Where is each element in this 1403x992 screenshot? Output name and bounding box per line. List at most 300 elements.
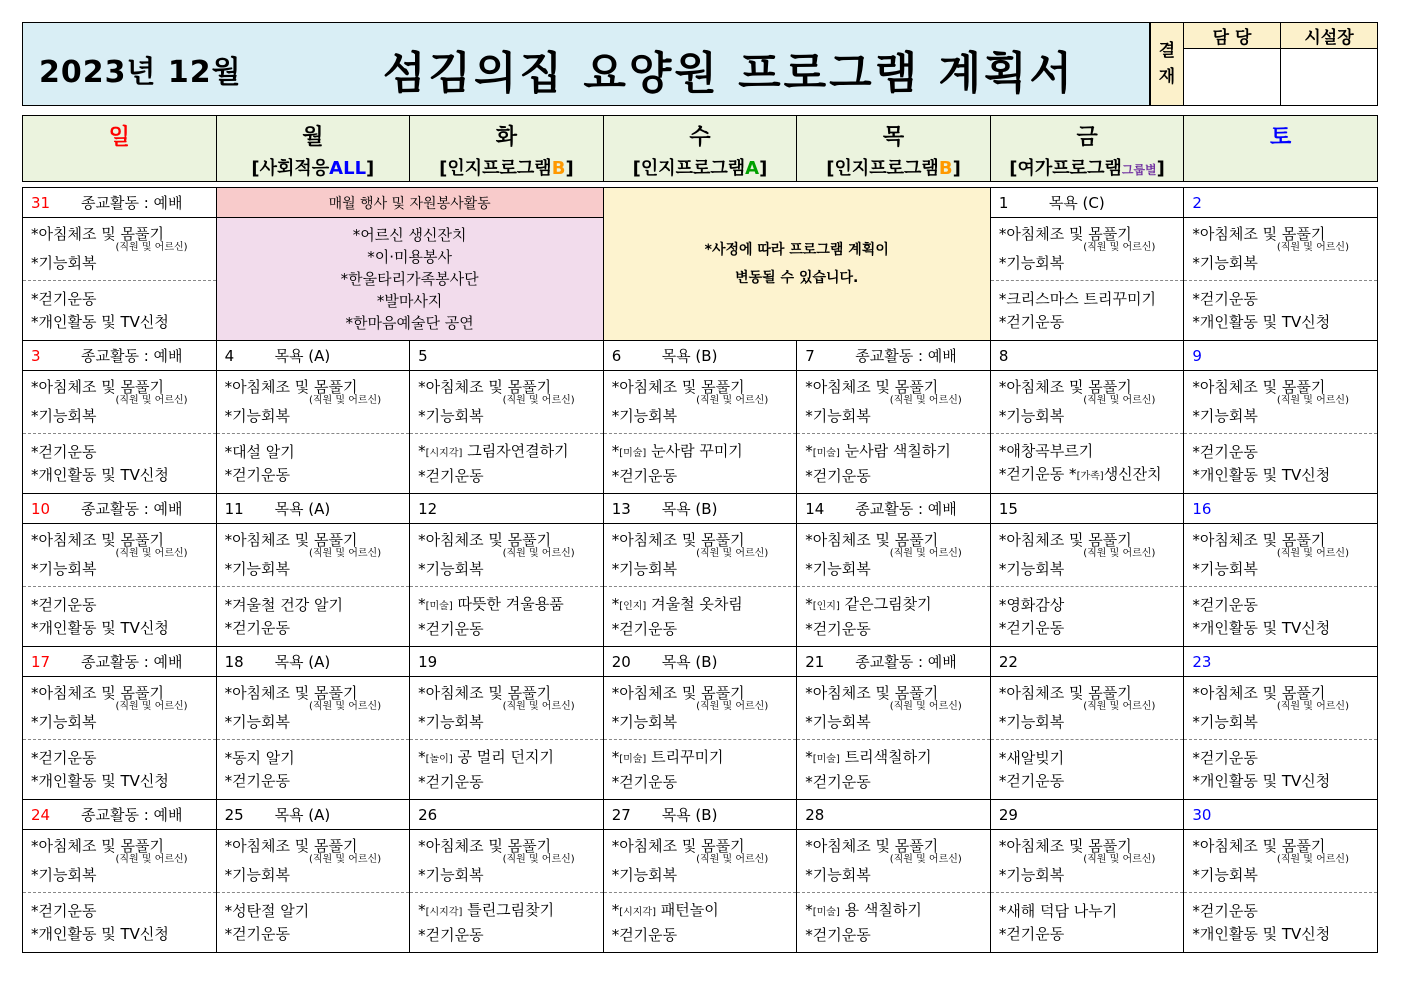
day-program bbox=[603, 893, 797, 953]
day-number: 4 bbox=[224, 347, 235, 365]
week-routine-row bbox=[23, 524, 1378, 587]
day-header bbox=[1184, 800, 1378, 830]
program-accent: ALL bbox=[329, 158, 367, 179]
program-text: *걷기운동 bbox=[1192, 595, 1258, 614]
approval-director-header: 시설장 bbox=[1281, 23, 1378, 49]
program-text: *걷기운동 bbox=[611, 619, 678, 638]
day-header bbox=[1184, 647, 1378, 677]
day-number: 19 bbox=[418, 652, 438, 671]
program-line-1: *[시지각] 틀린그림찾기 bbox=[418, 900, 555, 919]
day-header bbox=[410, 494, 604, 524]
program-line-1 bbox=[1192, 441, 1377, 464]
monthly-event-list bbox=[216, 218, 603, 341]
program-line-2 bbox=[805, 618, 990, 641]
day-program bbox=[216, 587, 410, 647]
day-title: 목욕 (B) bbox=[661, 500, 718, 518]
routine-note: (직원 및 어르신) bbox=[115, 854, 188, 865]
routine-note: (직원 및 어르신) bbox=[1276, 701, 1349, 712]
day-program bbox=[797, 587, 991, 647]
day-header bbox=[990, 494, 1184, 524]
day-routine bbox=[1184, 218, 1378, 281]
day-routine bbox=[990, 677, 1184, 740]
program-line-2 bbox=[418, 924, 603, 947]
program-line-2 bbox=[999, 311, 1184, 334]
program-suffix: ] bbox=[1156, 158, 1165, 179]
routine-rehab: *기능회복 bbox=[805, 560, 871, 578]
program-line-1 bbox=[1192, 594, 1377, 617]
routine-note: (직원 및 어르신) bbox=[1276, 395, 1349, 406]
program-text: *걷기운동 bbox=[998, 312, 1065, 331]
program-text: *개인활동 및 TV신청 bbox=[1192, 771, 1331, 790]
program-text: *걷기운동 bbox=[418, 619, 484, 638]
program-line-2 bbox=[805, 924, 990, 947]
program-tag: [미술] bbox=[619, 447, 647, 459]
week-date-row bbox=[23, 800, 1378, 830]
routine-rehab: *기능회복 bbox=[611, 407, 678, 425]
day-program bbox=[603, 587, 797, 647]
weekday-program bbox=[218, 154, 409, 180]
routine-exercise: *아침체조 및 몸풀기 bbox=[805, 531, 939, 549]
routine-exercise: *아침체조 및 몸풀기 bbox=[31, 531, 164, 549]
program-accent: A bbox=[745, 158, 760, 179]
weekday-col-2 bbox=[410, 116, 604, 182]
day-routine bbox=[990, 524, 1184, 587]
day-program bbox=[23, 587, 217, 647]
day-title: 종교활동 : 예배 bbox=[855, 653, 957, 671]
routine-rehab: *기능회복 bbox=[31, 254, 97, 272]
program-tag: [인지] bbox=[812, 600, 840, 612]
program-text: 같은그림찾기 bbox=[844, 594, 932, 613]
routine-exercise: *아침체조 및 몸풀기 bbox=[418, 378, 552, 396]
day-title: 목욕 (A) bbox=[274, 806, 331, 824]
program-line-2 bbox=[612, 618, 797, 641]
program-line-1: *[인지] 같은그림찾기 bbox=[805, 594, 932, 613]
program-tag: [인지] bbox=[619, 600, 647, 612]
routine-rehab: *기능회복 bbox=[998, 866, 1065, 884]
day-number: 8 bbox=[998, 346, 1009, 365]
program-text: *새해 덕담 나누기 bbox=[998, 901, 1118, 920]
event-item: *한마음예술단 공연 bbox=[345, 314, 474, 332]
routine-note: (직원 및 어르신) bbox=[309, 548, 382, 559]
week-routine-row bbox=[23, 830, 1378, 893]
program-text: *개인활동 및 TV신청 bbox=[1192, 618, 1331, 637]
program-line-1 bbox=[225, 900, 410, 923]
week-routine-row bbox=[23, 371, 1378, 434]
weekday-name: 화 bbox=[495, 125, 518, 150]
routine-exercise: *아침체조 및 몸풀기 bbox=[611, 684, 745, 702]
approval-staff-sign bbox=[1184, 49, 1281, 106]
routine-note: (직원 및 어르신) bbox=[1083, 548, 1156, 559]
routine-exercise: *아침체조 및 몸풀기 bbox=[998, 225, 1132, 243]
program-text: *걷기운동 bbox=[31, 748, 97, 767]
program-line-2 bbox=[999, 770, 1184, 793]
day-header bbox=[797, 494, 991, 524]
routine-note: (직원 및 어르신) bbox=[889, 395, 962, 406]
weekday-col-6 bbox=[1184, 116, 1378, 182]
weekday-program bbox=[605, 154, 796, 180]
weekday-program bbox=[798, 154, 989, 180]
title-banner bbox=[22, 22, 1150, 106]
day-routine bbox=[410, 677, 604, 740]
day-header bbox=[797, 647, 991, 677]
program-text: *개인활동 및 TV신청 bbox=[1192, 312, 1331, 331]
routine-rehab: *기능회복 bbox=[1192, 866, 1258, 884]
program-text: *걷기운동 bbox=[31, 595, 97, 614]
routine-note: (직원 및 어르신) bbox=[502, 701, 575, 712]
program-label: [인지프로그램 bbox=[632, 158, 746, 179]
program-text: *걷기운동 bbox=[611, 925, 678, 944]
program-text: *걷기운동 bbox=[805, 466, 871, 485]
day-header bbox=[410, 647, 604, 677]
day-number: 16 bbox=[1192, 499, 1212, 518]
day-program bbox=[23, 434, 217, 494]
program-line-1 bbox=[1192, 900, 1377, 923]
day-header bbox=[216, 647, 410, 677]
program-text: *걷기운동 bbox=[998, 924, 1065, 943]
program-text: *걷기운동 bbox=[611, 772, 678, 791]
program-line-1: *[미술] 트리꾸미기 bbox=[611, 747, 724, 766]
day-title: 목욕 (A) bbox=[274, 500, 331, 518]
program-line-2 bbox=[1192, 464, 1377, 487]
day-program bbox=[216, 434, 410, 494]
program-text: *걷기운동 bbox=[31, 442, 97, 461]
day-program bbox=[797, 740, 991, 800]
day-program bbox=[1184, 587, 1378, 647]
program-tag: [놀이] bbox=[425, 753, 453, 765]
day-routine bbox=[410, 371, 604, 434]
day-program bbox=[990, 434, 1184, 494]
week-date-row bbox=[23, 188, 1378, 218]
routine-note: (직원 및 어르신) bbox=[1083, 395, 1156, 406]
program-text: 트리색칠하기 bbox=[844, 747, 932, 766]
program-line-2 bbox=[1192, 311, 1377, 334]
routine-note: (직원 및 어르신) bbox=[696, 548, 769, 559]
program-text: *걷기운동 bbox=[224, 771, 291, 790]
routine-rehab: *기능회복 bbox=[31, 560, 97, 578]
program-text: 틀린그림찾기 bbox=[467, 900, 555, 919]
year-month: 2023년 12월 bbox=[39, 55, 242, 90]
weekday-program bbox=[992, 154, 1183, 180]
day-header bbox=[216, 341, 410, 371]
event-item: *발마사지 bbox=[376, 292, 443, 310]
program-label: [사회적응 bbox=[251, 158, 330, 179]
routine-note: (직원 및 어르신) bbox=[696, 854, 769, 865]
routine-exercise: *아침체조 및 몸풀기 bbox=[998, 378, 1132, 396]
day-routine bbox=[603, 830, 797, 893]
day-program bbox=[410, 893, 604, 953]
routine-exercise: *아침체조 및 몸풀기 bbox=[418, 837, 552, 855]
day-header bbox=[990, 341, 1184, 371]
program-label: [인지프로그램 bbox=[826, 158, 939, 179]
day-title: 목욕 (B) bbox=[661, 347, 718, 365]
routine-exercise: *아침체조 및 몸풀기 bbox=[998, 837, 1132, 855]
routine-note: (직원 및 어르신) bbox=[889, 548, 962, 559]
routine-exercise: *아침체조 및 몸풀기 bbox=[224, 684, 358, 702]
day-header bbox=[603, 494, 797, 524]
day-header bbox=[1184, 494, 1378, 524]
day-title: 종교활동 : 예배 bbox=[855, 500, 957, 518]
program-line-1 bbox=[225, 594, 410, 617]
routine-note: (직원 및 어르신) bbox=[309, 854, 382, 865]
program-text: *걷기운동 bbox=[418, 772, 484, 791]
program-line-1 bbox=[225, 747, 410, 770]
routine-exercise: *아침체조 및 몸풀기 bbox=[31, 684, 164, 702]
day-number: 14 bbox=[805, 500, 825, 518]
program-text: 따뜻한 겨울용품 bbox=[457, 594, 564, 613]
routine-rehab: *기능회복 bbox=[418, 560, 484, 578]
day-program bbox=[990, 740, 1184, 800]
routine-exercise: *아침체조 및 몸풀기 bbox=[224, 378, 358, 396]
routine-note: (직원 및 어르신) bbox=[1276, 548, 1349, 559]
day-header bbox=[603, 800, 797, 830]
program-line-2 bbox=[612, 465, 797, 488]
program-text: *개인활동 및 TV신청 bbox=[31, 618, 169, 637]
routine-note: (직원 및 어르신) bbox=[696, 395, 769, 406]
week-routine-row bbox=[23, 677, 1378, 740]
program-line-1: *[시지각] 패턴놀이 bbox=[611, 900, 719, 919]
program-line-1 bbox=[999, 440, 1184, 463]
day-routine bbox=[23, 524, 217, 587]
day-routine bbox=[1184, 677, 1378, 740]
routine-note: (직원 및 어르신) bbox=[309, 701, 382, 712]
day-header bbox=[990, 188, 1184, 218]
routine-exercise: *아침체조 및 몸풀기 bbox=[998, 684, 1132, 702]
program-line-2 bbox=[1192, 770, 1377, 793]
day-header bbox=[990, 800, 1184, 830]
program-suffix: ] bbox=[565, 158, 574, 179]
routine-note: (직원 및 어르신) bbox=[1083, 242, 1156, 253]
program-text: 트리꾸미기 bbox=[651, 747, 724, 766]
day-number: 2 bbox=[1192, 193, 1202, 212]
program-text: 눈사람 색칠하기 bbox=[844, 441, 951, 460]
day-number: 3 bbox=[31, 347, 41, 365]
day-number: 25 bbox=[224, 806, 244, 824]
program-text: *크리스마스 트리꾸미기 bbox=[998, 289, 1156, 308]
routine-rehab: *기능회복 bbox=[1192, 560, 1258, 578]
program-line-2 bbox=[225, 923, 410, 946]
routine-exercise: *아침체조 및 몸풀기 bbox=[611, 837, 745, 855]
week-program-row bbox=[23, 587, 1378, 647]
program-text: *동지 알기 bbox=[224, 748, 295, 767]
routine-exercise: *아침체조 및 몸풀기 bbox=[31, 378, 164, 396]
day-program bbox=[1184, 740, 1378, 800]
program-line-1 bbox=[225, 441, 410, 464]
routine-note: (직원 및 어르신) bbox=[1276, 242, 1349, 253]
program-line-1 bbox=[999, 747, 1184, 770]
program-text: *겨울철 건강 알기 bbox=[224, 595, 344, 614]
routine-rehab: *기능회복 bbox=[805, 713, 871, 731]
day-header bbox=[410, 341, 604, 371]
program-line-2 bbox=[999, 923, 1184, 946]
program-line-2 bbox=[225, 617, 410, 640]
day-title: 종교활동 : 예배 bbox=[81, 653, 183, 671]
day-program bbox=[990, 281, 1184, 341]
program-line-2 bbox=[418, 465, 603, 488]
program-text: *개인활동 및 TV신청 bbox=[31, 312, 169, 331]
routine-rehab: *기능회복 bbox=[1192, 713, 1258, 731]
program-text: *영화감상 bbox=[998, 595, 1065, 614]
routine-note: (직원 및 어르신) bbox=[1083, 854, 1156, 865]
program-text: *개인활동 및 TV신청 bbox=[1192, 465, 1331, 484]
day-program bbox=[216, 893, 410, 953]
routine-note: (직원 및 어르신) bbox=[889, 701, 962, 712]
program-line-2 bbox=[612, 771, 797, 794]
routine-exercise: *아침체조 및 몸풀기 bbox=[1192, 837, 1326, 855]
program-line-1 bbox=[999, 594, 1184, 617]
routine-note: (직원 및 어르신) bbox=[1276, 854, 1349, 865]
weekday-col-0 bbox=[23, 116, 217, 182]
program-text: *걷기운동 bbox=[1192, 289, 1258, 308]
program-text: 패턴놀이 bbox=[660, 900, 719, 919]
program-text: 생신잔치 bbox=[1103, 464, 1162, 483]
program-text: *걷기운동 bbox=[224, 924, 291, 943]
day-header bbox=[990, 647, 1184, 677]
day-title: 종교활동 : 예배 bbox=[855, 347, 957, 365]
day-title: 종교활동 : 예배 bbox=[81, 806, 183, 824]
day-header bbox=[1184, 188, 1378, 218]
day-program bbox=[797, 434, 991, 494]
routine-note: (직원 및 어르신) bbox=[502, 854, 575, 865]
program-text: *걷기운동 bbox=[224, 618, 291, 637]
schedule-notice bbox=[603, 188, 990, 341]
event-item: *어르신 생신잔치 bbox=[352, 226, 467, 244]
day-header bbox=[797, 341, 991, 371]
program-text: *걷기운동 bbox=[998, 464, 1065, 483]
day-title: 종교활동 : 예배 bbox=[81, 500, 183, 518]
routine-rehab: *기능회복 bbox=[998, 407, 1065, 425]
program-text: *새알빚기 bbox=[998, 748, 1065, 767]
routine-exercise: *아침체조 및 몸풀기 bbox=[224, 837, 358, 855]
program-line-2 bbox=[31, 617, 216, 640]
week-date-row bbox=[23, 494, 1378, 524]
routine-rehab: *기능회복 bbox=[418, 866, 484, 884]
day-routine bbox=[410, 830, 604, 893]
program-line-2 bbox=[225, 770, 410, 793]
program-text: 공 멀리 던지기 bbox=[457, 747, 555, 766]
day-program bbox=[603, 434, 797, 494]
day-program bbox=[797, 893, 991, 953]
program-label: [인지프로그램 bbox=[439, 158, 552, 179]
calendar-grid bbox=[22, 187, 1378, 953]
routine-rehab: *기능회복 bbox=[224, 713, 291, 731]
day-number: 31 bbox=[31, 194, 51, 212]
day-number: 6 bbox=[611, 347, 622, 365]
approval-box bbox=[1150, 22, 1378, 106]
day-routine bbox=[1184, 830, 1378, 893]
routine-exercise: *아침체조 및 몸풀기 bbox=[611, 531, 745, 549]
day-number: 20 bbox=[611, 653, 631, 671]
day-routine bbox=[990, 371, 1184, 434]
day-routine bbox=[216, 830, 410, 893]
day-routine bbox=[23, 677, 217, 740]
routine-exercise: *아침체조 및 몸풀기 bbox=[31, 837, 164, 855]
day-number: 22 bbox=[998, 652, 1018, 671]
notice-line: 변동될 수 있습니다. bbox=[735, 270, 859, 286]
day-routine bbox=[23, 371, 217, 434]
program-accent: 그룹별 bbox=[1121, 163, 1157, 177]
program-text: *걷기운동 bbox=[805, 772, 871, 791]
program-tag: [시지각] bbox=[619, 906, 656, 918]
routine-exercise: *아침체조 및 몸풀기 bbox=[1192, 531, 1326, 549]
program-text: *걷기운동 bbox=[805, 619, 871, 638]
day-number: 12 bbox=[418, 499, 438, 518]
day-title: 목욕 (B) bbox=[661, 806, 718, 824]
weekday-header bbox=[22, 115, 1378, 182]
program-accent: B bbox=[551, 158, 566, 179]
routine-rehab: *기능회복 bbox=[1192, 407, 1258, 425]
day-header bbox=[1184, 341, 1378, 371]
program-line-2 bbox=[31, 770, 216, 793]
program-line-1 bbox=[1192, 288, 1377, 311]
weekday-col-1 bbox=[216, 116, 410, 182]
program-tag: [시지각] bbox=[425, 906, 463, 918]
event-item: *이·미용봉사 bbox=[367, 248, 452, 266]
routine-exercise: *아침체조 및 몸풀기 bbox=[998, 531, 1132, 549]
routine-note: (직원 및 어르신) bbox=[115, 395, 188, 406]
program-tag: [미술] bbox=[812, 906, 840, 918]
routine-rehab: *기능회복 bbox=[611, 866, 678, 884]
program-text: *걷기운동 bbox=[998, 771, 1065, 790]
program-text: *걷기운동 bbox=[31, 289, 97, 308]
day-number: 28 bbox=[805, 805, 825, 824]
program-line-2 bbox=[1192, 617, 1377, 640]
program-text: *개인활동 및 TV신청 bbox=[31, 771, 169, 790]
day-title: 목욕 (C) bbox=[1048, 194, 1105, 212]
day-number: 10 bbox=[31, 500, 51, 518]
routine-note: (직원 및 어르신) bbox=[889, 854, 962, 865]
weekday-program bbox=[411, 154, 602, 180]
program-line-1 bbox=[1192, 747, 1377, 770]
day-routine bbox=[603, 371, 797, 434]
routine-note: (직원 및 어르신) bbox=[502, 395, 575, 406]
day-header bbox=[410, 800, 604, 830]
program-text: 용 색칠하기 bbox=[844, 900, 922, 919]
day-program bbox=[603, 740, 797, 800]
program-text: *개인활동 및 TV신청 bbox=[31, 924, 169, 943]
day-number: 26 bbox=[418, 805, 438, 824]
program-line-1: *[미술] 눈사람 색칠하기 bbox=[805, 441, 951, 460]
day-program bbox=[23, 740, 217, 800]
program-line-1: *[미술] 눈사람 꾸미기 bbox=[611, 441, 743, 460]
program-line-1 bbox=[31, 900, 216, 923]
program-line-2 bbox=[805, 465, 990, 488]
program-line-2 bbox=[418, 771, 603, 794]
program-line-1: *[미술] 트리색칠하기 bbox=[805, 747, 932, 766]
program-line-1: *[인지] 겨울철 옷차림 bbox=[611, 594, 743, 613]
week-program-row bbox=[23, 740, 1378, 800]
day-title: 목욕 (A) bbox=[274, 653, 331, 671]
weekday-col-3 bbox=[603, 116, 797, 182]
weekday-col-4 bbox=[797, 116, 991, 182]
day-routine bbox=[216, 524, 410, 587]
day-routine bbox=[797, 830, 991, 893]
day-number: 5 bbox=[418, 346, 428, 365]
routine-rehab: *기능회복 bbox=[31, 866, 97, 884]
program-line-1: *[시지각] 그림자연결하기 bbox=[418, 441, 569, 460]
program-text: *애창곡부르기 bbox=[998, 441, 1094, 460]
day-header bbox=[216, 800, 410, 830]
program-label: [여가프로그램 bbox=[1009, 158, 1122, 179]
day-routine bbox=[990, 218, 1184, 281]
weekday-col-5 bbox=[990, 116, 1184, 182]
day-program bbox=[23, 281, 217, 341]
day-routine bbox=[216, 371, 410, 434]
program-text: *걷기운동 bbox=[418, 466, 484, 485]
program-text: *걷기운동 bbox=[611, 466, 678, 485]
day-title: 목욕 (B) bbox=[661, 653, 718, 671]
week-program-row bbox=[23, 893, 1378, 953]
day-number: 27 bbox=[611, 806, 631, 824]
